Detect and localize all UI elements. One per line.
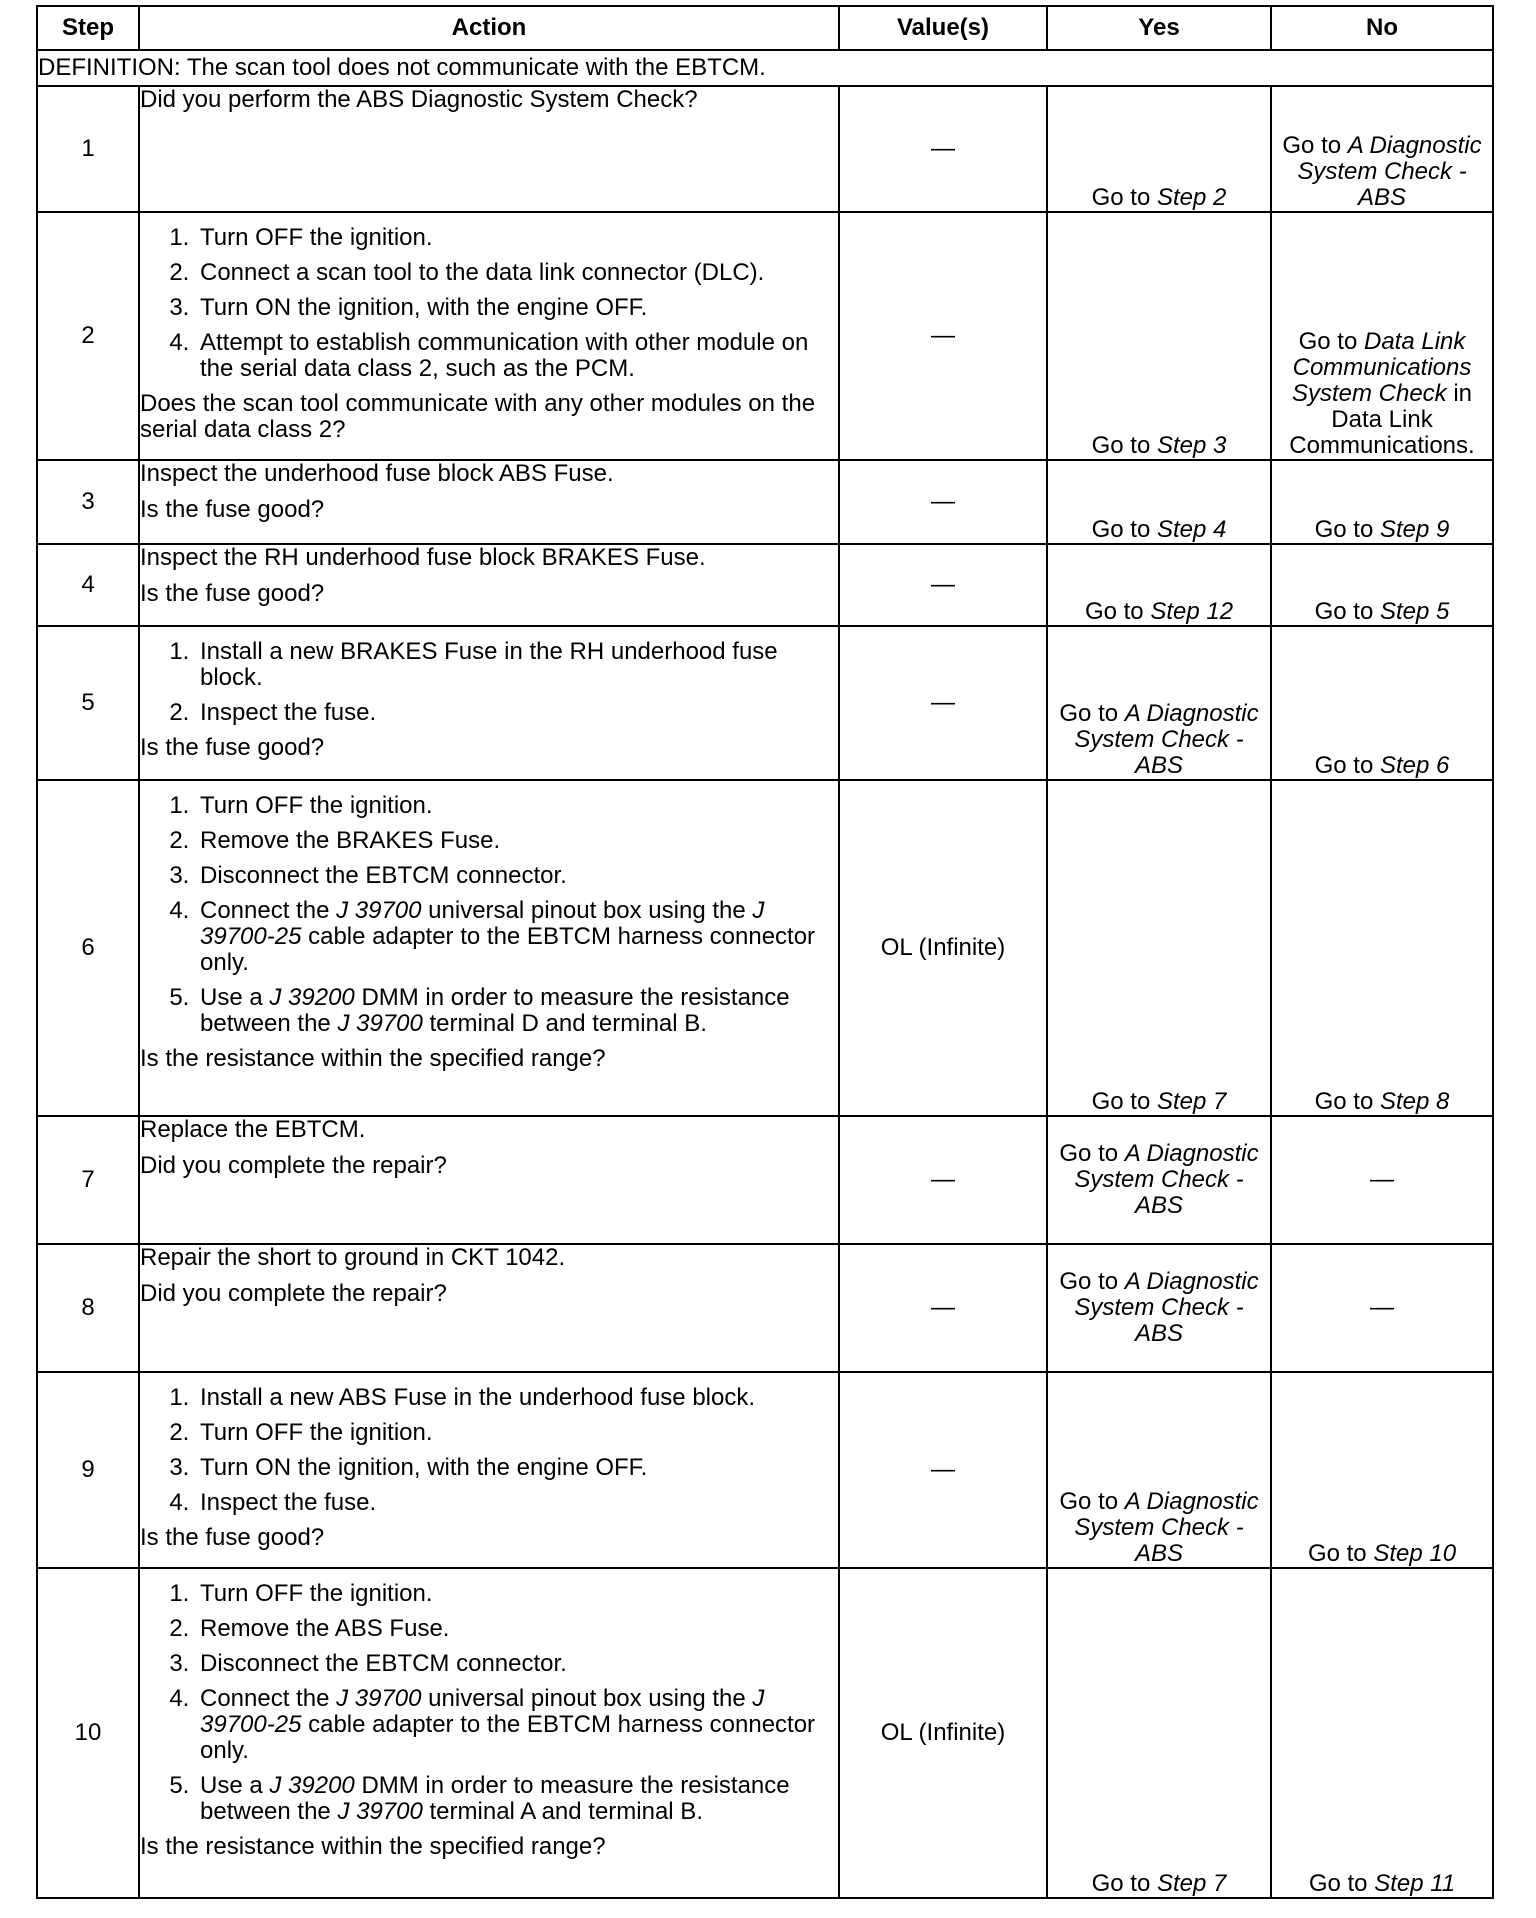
yes-cell: Go to Step 2	[1047, 86, 1271, 212]
action-question: Is the fuse good?	[140, 580, 325, 607]
action-list	[140, 1385, 838, 1516]
value-cell: —	[839, 1372, 1047, 1568]
yes-cell: Go to Step 7	[1047, 780, 1271, 1116]
value-cell: OL (Infinite)	[839, 1568, 1047, 1898]
action-cell	[139, 86, 839, 212]
value-cell: —	[839, 460, 1047, 544]
action-text: Replace the EBTCM.	[140, 1116, 366, 1143]
value-cell: —	[839, 1116, 1047, 1244]
yes-cell: Go to Step 3	[1047, 212, 1271, 460]
action-question: Does the scan tool communicate with any other modules on the serial data class 2?	[140, 390, 816, 443]
step-number: 4	[37, 544, 139, 626]
action-item: 2. Remove the BRAKES Fuse.	[196, 828, 838, 854]
action-item: 3. Turn ON the ignition, with the engine OFF.	[196, 295, 838, 321]
action-item: 1. Install a new BRAKES Fuse in the RH underhood fuse block.	[196, 639, 838, 691]
action-question: Is the resistance within the specified range?	[140, 1045, 606, 1072]
action-question: Did you complete the repair?	[140, 1280, 447, 1307]
no-cell: Go to Step 8	[1271, 780, 1493, 1116]
header-action: Action	[139, 6, 839, 50]
yes-cell: Go to Step 4	[1047, 460, 1271, 544]
action-item: 5. Use a J 39200 DMM in order to measure the resistance between the J 39700 terminal D and terminal B.	[196, 985, 838, 1037]
definition-row	[37, 50, 1493, 86]
action-list	[140, 793, 838, 1037]
definition-text: DEFINITION: The scan tool does not communicate with the EBTCM.	[37, 50, 1493, 86]
header-row	[37, 6, 1493, 50]
step-number: 2	[37, 212, 139, 460]
action-text: Inspect the underhood fuse block ABS Fuse.	[140, 460, 614, 487]
yes-cell: Go to A Diagnostic System Check - ABS	[1047, 1244, 1271, 1372]
header-values: Value(s)	[839, 6, 1047, 50]
no-cell: —	[1271, 1244, 1493, 1372]
yes-cell: Go to Step 7	[1047, 1568, 1271, 1898]
action-text: Inspect the RH underhood fuse block BRAKES Fuse.	[140, 544, 706, 571]
action-item: 2. Turn OFF the ignition.	[196, 1420, 838, 1446]
action-question: Is the resistance within the specified range?	[140, 1833, 606, 1860]
step-number: 1	[37, 86, 139, 212]
table-row	[37, 1568, 1493, 1898]
value-cell: —	[839, 86, 1047, 212]
action-item: 2. Inspect the fuse.	[196, 700, 838, 726]
no-cell: Go to A Diagnostic System Check - ABS	[1271, 86, 1493, 212]
action-item: 4. Attempt to establish communication with other module on the serial data class 2, such as the PCM.	[196, 330, 838, 382]
value-cell: —	[839, 212, 1047, 460]
yes-cell: Go to Step 12	[1047, 544, 1271, 626]
yes-cell: Go to A Diagnostic System Check - ABS	[1047, 626, 1271, 780]
yes-cell: Go to A Diagnostic System Check - ABS	[1047, 1116, 1271, 1244]
value-cell: —	[839, 544, 1047, 626]
action-item: 3. Turn ON the ignition, with the engine OFF.	[196, 1455, 838, 1481]
action-item: 1. Install a new ABS Fuse in the underhood fuse block.	[196, 1385, 838, 1411]
table-row	[37, 626, 1493, 780]
action-cell	[139, 1244, 839, 1372]
step-number: 8	[37, 1244, 139, 1372]
action-list	[140, 1581, 838, 1825]
step-number: 6	[37, 780, 139, 1116]
step-number: 9	[37, 1372, 139, 1568]
no-cell: Go to Step 11	[1271, 1568, 1493, 1898]
action-item: 1. Turn OFF the ignition.	[196, 793, 838, 819]
table-row	[37, 1116, 1493, 1244]
diagnostic-table	[36, 5, 1494, 1899]
table-row	[37, 86, 1493, 212]
step-number: 10	[37, 1568, 139, 1898]
action-item: 1. Turn OFF the ignition.	[196, 1581, 838, 1607]
no-cell: Go to Data Link Communications System Check in Data Link Communications.	[1271, 212, 1493, 460]
action-text: Repair the short to ground in CKT 1042.	[140, 1244, 566, 1271]
step-number: 7	[37, 1116, 139, 1244]
table-row	[37, 1372, 1493, 1568]
action-question: Is the fuse good?	[140, 734, 325, 761]
no-cell: Go to Step 5	[1271, 544, 1493, 626]
action-question: Is the fuse good?	[140, 1524, 325, 1551]
action-item: 4. Connect the J 39700 universal pinout box using the J 39700-25 cable adapter to the EBTCM harness connector only.	[196, 1686, 838, 1764]
action-list	[140, 639, 838, 726]
no-cell: Go to Step 9	[1271, 460, 1493, 544]
header-step: Step	[37, 6, 139, 50]
action-item: 3. Disconnect the EBTCM connector.	[196, 1651, 838, 1677]
table-row	[37, 1244, 1493, 1372]
yes-cell: Go to A Diagnostic System Check - ABS	[1047, 1372, 1271, 1568]
header-no: No	[1271, 6, 1493, 50]
action-question: Is the fuse good?	[140, 496, 325, 523]
action-cell	[139, 1568, 839, 1898]
action-item: 4. Inspect the fuse.	[196, 1490, 838, 1516]
action-cell	[139, 212, 839, 460]
diagnostic-table-container	[36, 5, 1492, 1899]
table-row	[37, 780, 1493, 1116]
action-item: 5. Use a J 39200 DMM in order to measure the resistance between the J 39700 terminal A and terminal B.	[196, 1773, 838, 1825]
action-cell	[139, 1116, 839, 1244]
action-item: 4. Connect the J 39700 universal pinout box using the J 39700-25 cable adapter to the EBTCM harness connector only.	[196, 898, 838, 976]
action-cell	[139, 544, 839, 626]
value-cell: OL (Infinite)	[839, 780, 1047, 1116]
action-cell	[139, 1372, 839, 1568]
action-cell	[139, 626, 839, 780]
action-question: Did you complete the repair?	[140, 1152, 447, 1179]
action-list	[140, 225, 838, 382]
step-number: 5	[37, 626, 139, 780]
table-row	[37, 460, 1493, 544]
header-yes: Yes	[1047, 6, 1271, 50]
action-cell	[139, 780, 839, 1116]
action-item: 2. Remove the ABS Fuse.	[196, 1616, 838, 1642]
value-cell: —	[839, 1244, 1047, 1372]
no-cell: Go to Step 6	[1271, 626, 1493, 780]
action-item: 3. Disconnect the EBTCM connector.	[196, 863, 838, 889]
action-item: 2. Connect a scan tool to the data link connector (DLC).	[196, 260, 838, 286]
action-item: 1. Turn OFF the ignition.	[196, 225, 838, 251]
table-row	[37, 212, 1493, 460]
value-cell: —	[839, 626, 1047, 780]
action-cell	[139, 460, 839, 544]
no-cell: —	[1271, 1116, 1493, 1244]
step-number: 3	[37, 460, 139, 544]
action-question: Did you perform the ABS Diagnostic System Check?	[140, 86, 698, 113]
no-cell: Go to Step 10	[1271, 1372, 1493, 1568]
table-row	[37, 544, 1493, 626]
